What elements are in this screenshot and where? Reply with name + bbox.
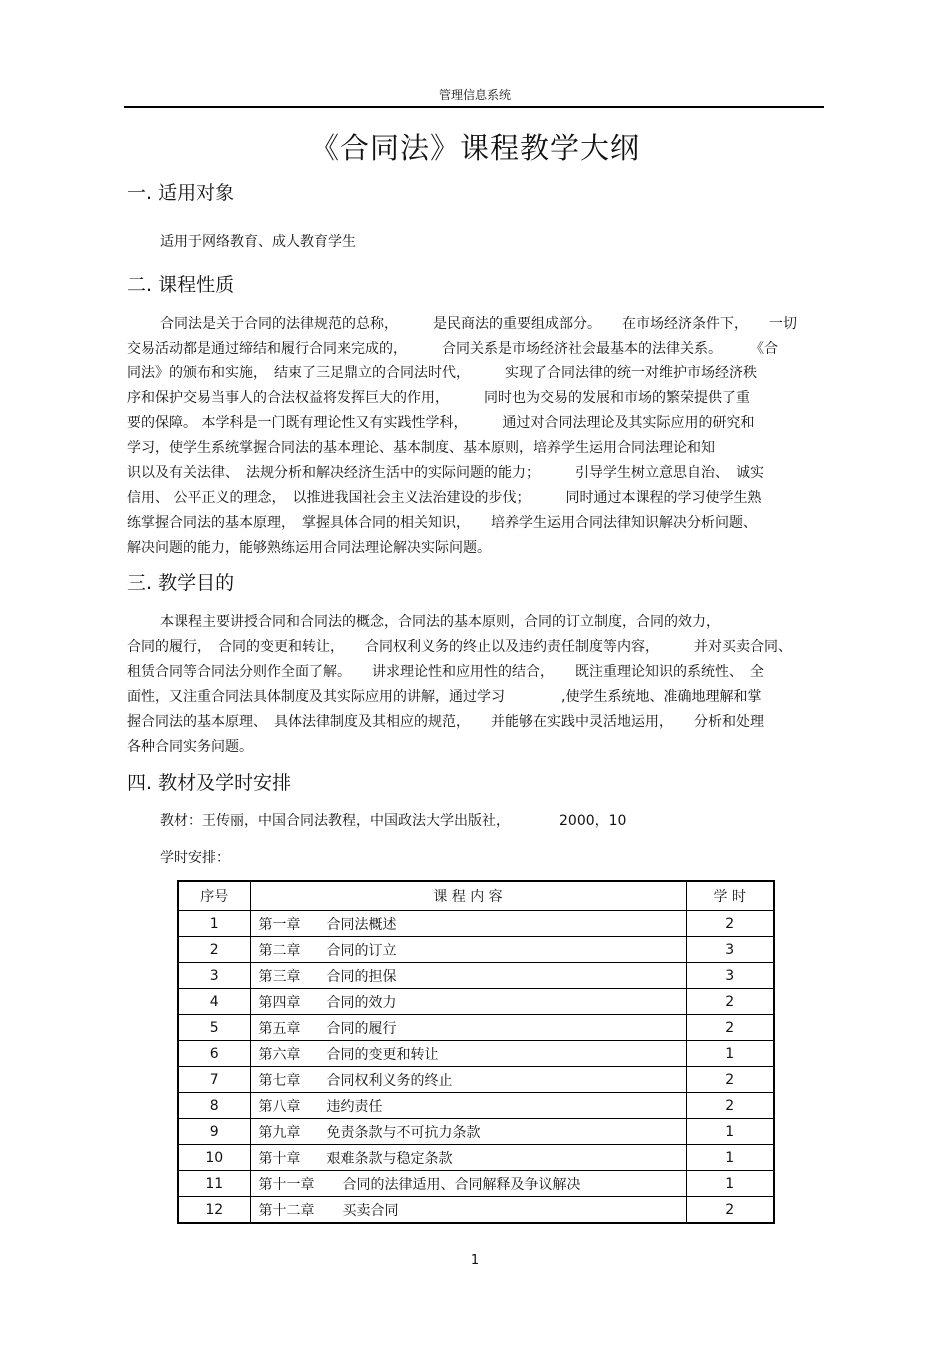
s2-line: 练掌握合同法的基本原理， 掌握具体合同的相关知识， 培养学生运用合同法律知识解决分析问题、 xyxy=(127,515,757,531)
row-number: 2 xyxy=(178,937,250,963)
row-hours: 1 xyxy=(686,1171,774,1197)
table-row xyxy=(178,989,774,1015)
row-content xyxy=(250,1093,686,1119)
chapter-label: 第十二章 xyxy=(258,1202,315,1219)
row-number: 5 xyxy=(178,1015,250,1041)
s2-line: 合同法是关于合同的法律规范的总称， 是民商法的重要组成部分。 在市场经济条件下， 一切 xyxy=(160,316,797,332)
chapter-title: 合同法概述 xyxy=(326,916,397,933)
row-hours: 2 xyxy=(686,1015,774,1041)
chapter-title: 合同权利义务的终止 xyxy=(326,1072,453,1089)
chapter-title: 免责条款与不可抗力条款 xyxy=(326,1124,481,1141)
s2-line: 交易活动都是通过缔结和履行合同来完成的， 合同关系是市场经济社会最基本的法律关系。 《合 xyxy=(127,341,778,357)
row-hours: 2 xyxy=(686,1067,774,1093)
chapter-title: 合同的担保 xyxy=(326,968,397,985)
chapter-label: 第六章 xyxy=(258,1046,301,1063)
s1-paragraph: 适用于网络教育、成人教育学生 xyxy=(160,234,356,250)
s3-line: 面性，又注重合同法具体制度及其实际应用的讲解，通过学习 ,使学生系统地、准确地理解和掌 xyxy=(127,689,762,705)
row-content xyxy=(250,1171,686,1197)
row-number: 8 xyxy=(178,1093,250,1119)
table-row xyxy=(178,1093,774,1119)
chapter-title: 合同的效力 xyxy=(326,994,397,1011)
table-row xyxy=(178,1119,774,1145)
chapter-title: 合同的履行 xyxy=(326,1020,397,1037)
chapter-title: 合同的变更和转让 xyxy=(326,1046,439,1063)
table-header-row xyxy=(178,881,774,911)
chapter-label: 第四章 xyxy=(258,994,301,1011)
chapter-label: 第五章 xyxy=(258,1020,301,1037)
chapter-label: 第八章 xyxy=(258,1098,301,1115)
chapter-label: 第九章 xyxy=(258,1124,301,1141)
table-row xyxy=(178,1015,774,1041)
s2-line: 同法》的颁布和实施， 结束了三足鼎立的合同法时代， 实现了合同法律的统一对维护市场经济秩 xyxy=(127,365,757,381)
schedule-table xyxy=(177,880,775,1224)
table-row xyxy=(178,911,774,937)
row-number: 6 xyxy=(178,1041,250,1067)
textbook-info: 教材：王传丽，中国合同法教程，中国政法大学出版社， 2000，10 xyxy=(160,813,627,829)
table-row xyxy=(178,1067,774,1093)
table-body xyxy=(178,911,774,1224)
row-hours: 2 xyxy=(686,1197,774,1224)
section-heading-3: 三. 教学目的 xyxy=(127,572,235,594)
chapter-label: 第七章 xyxy=(258,1072,301,1089)
row-content xyxy=(250,1197,686,1224)
section-heading-1: 一. 适用对象 xyxy=(127,182,235,204)
row-number: 4 xyxy=(178,989,250,1015)
row-content xyxy=(250,1067,686,1093)
schedule-label: 学时安排： xyxy=(160,850,230,866)
row-number: 1 xyxy=(178,911,250,937)
s3-line: 租赁合同等合同法分则作全面了解。 讲求理论性和应用性的结合， 既注重理论知识的系统性、 全 xyxy=(127,664,764,680)
page-number: 1 xyxy=(470,1253,480,1268)
row-number: 3 xyxy=(178,963,250,989)
col-header-hours: 学 时 xyxy=(686,881,774,911)
s2-line: 要的保障。 本学科是一门既有理论性又有实践性学科， 通过对合同法理论及其实际应用的研究和 xyxy=(127,415,755,431)
row-hours: 3 xyxy=(686,937,774,963)
row-content xyxy=(250,911,686,937)
row-content xyxy=(250,1119,686,1145)
chapter-title: 合同的法律适用、合同解释及争议解决 xyxy=(342,1176,581,1193)
chapter-title: 合同的订立 xyxy=(326,942,397,959)
chapter-label: 第一章 xyxy=(258,916,301,933)
row-hours: 1 xyxy=(686,1041,774,1067)
chapter-title: 违约责任 xyxy=(326,1098,383,1115)
row-hours: 1 xyxy=(686,1145,774,1171)
table-row xyxy=(178,1145,774,1171)
s2-line: 信用、 公平正义的理念， 以推进我国社会主义法治建设的步伐； 同时通过本课程的学习使学生熟 xyxy=(127,490,762,506)
row-number: 12 xyxy=(178,1197,250,1224)
document-title: 《合同法》课程教学大纲 xyxy=(309,131,640,165)
s2-line: 序和保护交易当事人的合法权益将发挥巨大的作用， 同时也为交易的发展和市场的繁荣提供了重 xyxy=(127,390,750,406)
running-header: 管理信息系统 xyxy=(438,88,511,102)
row-number: 11 xyxy=(178,1171,250,1197)
row-hours: 1 xyxy=(686,1119,774,1145)
col-header-number: 序号 xyxy=(178,881,250,911)
chapter-label: 第十一章 xyxy=(258,1176,315,1193)
row-hours: 2 xyxy=(686,911,774,937)
chapter-title: 买卖合同 xyxy=(342,1202,399,1219)
s3-line: 合同的履行， 合同的变更和转让， 合同权利义务的终止以及违约责任制度等内容， 并对买卖合同、 xyxy=(127,639,792,655)
row-content xyxy=(250,989,686,1015)
row-content xyxy=(250,1145,686,1171)
header-divider xyxy=(124,106,824,108)
table-row xyxy=(178,963,774,989)
s2-line: 识以及有关法律、 法规分析和解决经济生活中的实际问题的能力； 引导学生树立意思自治、 诚实 xyxy=(127,465,764,481)
chapter-title: 艰难条款与稳定条款 xyxy=(326,1150,453,1167)
section-heading-4: 四. 教材及学时安排 xyxy=(127,772,292,794)
s3-line: 各种合同实务问题。 xyxy=(127,739,253,755)
s2-line: 学习，使学生系统掌握合同法的基本理论、基本制度、基本原则，培养学生运用合同法理论和知 xyxy=(127,440,715,456)
s3-line: 握合同法的基本原理、 具体法律制度及其相应的规范， 并能够在实践中灵活地运用， 分析和处理 xyxy=(127,714,764,730)
table-row xyxy=(178,1041,774,1067)
row-hours: 3 xyxy=(686,963,774,989)
row-content xyxy=(250,937,686,963)
chapter-label: 第二章 xyxy=(258,942,301,959)
row-content xyxy=(250,963,686,989)
table-row xyxy=(178,1171,774,1197)
row-content xyxy=(250,1015,686,1041)
section-heading-2: 二. 课程性质 xyxy=(127,274,235,296)
col-header-content: 课 程 内 容 xyxy=(250,881,686,911)
chapter-label: 第三章 xyxy=(258,968,301,985)
s2-line: 解决问题的能力，能够熟练运用合同法理论解决实际问题。 xyxy=(127,540,491,556)
row-hours: 2 xyxy=(686,1093,774,1119)
row-hours: 2 xyxy=(686,989,774,1015)
s3-line: 本课程主要讲授合同和合同法的概念，合同法的基本原则，合同的订立制度，合同的效力， xyxy=(160,614,720,630)
chapter-label: 第十章 xyxy=(258,1150,301,1167)
row-number: 7 xyxy=(178,1067,250,1093)
row-number: 9 xyxy=(178,1119,250,1145)
row-content xyxy=(250,1041,686,1067)
table-row xyxy=(178,1197,774,1224)
row-number: 10 xyxy=(178,1145,250,1171)
table-row xyxy=(178,937,774,963)
